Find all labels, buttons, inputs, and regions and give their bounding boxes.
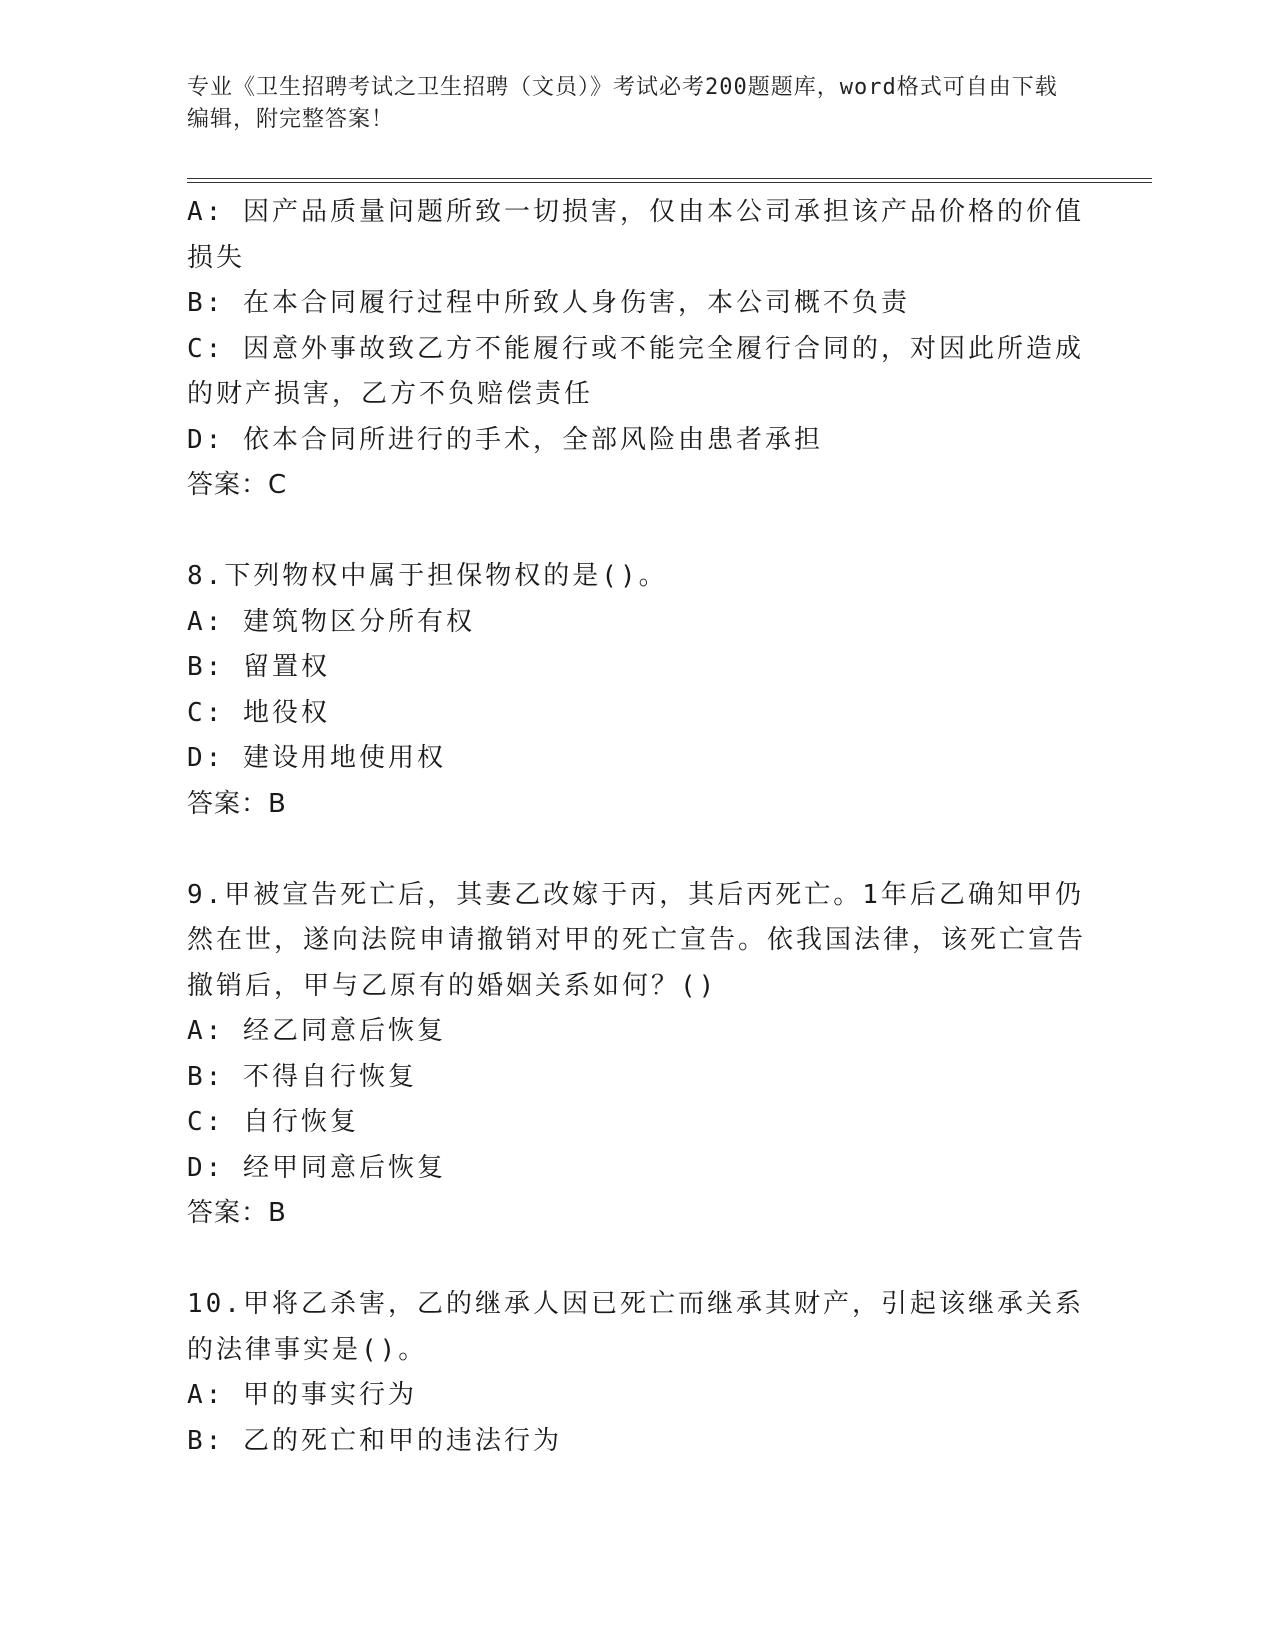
- option-d: D: 经甲同意后恢复: [187, 1152, 446, 1183]
- question-stem: 8.下列物权中属于担保物权的是()。: [187, 561, 668, 591]
- answer-line: 答案：B: [187, 1198, 287, 1228]
- header-divider: [187, 178, 1152, 183]
- option-d: D: 建设用地使用权: [187, 743, 446, 773]
- document-header: 专业《卫生招聘考试之卫生招聘（文员）》考试必考200题题库，word格式可自由下载编辑，附完整答案！: [187, 75, 1058, 132]
- question-stem: 10.甲将乙杀害，乙的继承人因已死亡而继承其财产，引起该继承关系的法律事实是()。: [187, 1289, 1084, 1365]
- question-9-block: [187, 873, 1087, 1237]
- option-a: A: 甲的事实行为: [187, 1380, 417, 1410]
- question-list: [187, 190, 1087, 1464]
- prev-question-block: [187, 190, 1087, 509]
- option-a: A: 建筑物区分所有权: [187, 606, 475, 637]
- option-c: C: 因意外事故致乙方不能履行或不能完全履行合同的，对因此所造成的财产损害，乙方不负赔偿责任: [187, 333, 1084, 409]
- option-b: B: 留置权: [187, 652, 330, 682]
- option-b: B: 不得自行恢复: [187, 1061, 417, 1092]
- answer-line: 答案：C: [187, 470, 288, 500]
- question-10-block: [187, 1282, 1087, 1464]
- question-stem: 9.甲被宣告死亡后，其妻乙改嫁于丙，其后丙死亡。1年后乙确知甲仍然在世，遂向法院申请撤销对甲的死亡宣告。依我国法律，该死亡宣告撤销后，甲与乙原有的婚姻关系如何？(): [187, 879, 1087, 1001]
- option-c: C: 地役权: [187, 697, 330, 728]
- option-a: A: 因产品质量问题所致一切损害，仅由本公司承担该产品价格的价值损失: [187, 197, 1084, 273]
- option-d: D: 依本合同所进行的手术，全部风险由患者承担: [187, 424, 823, 455]
- option-c: C: 自行恢复: [187, 1107, 359, 1137]
- option-b: B: 乙的死亡和甲的违法行为: [187, 1425, 562, 1456]
- answer-line: 答案：B: [187, 788, 287, 819]
- option-a: A: 经乙同意后恢复: [187, 1016, 446, 1046]
- option-b: B: 在本合同履行过程中所致人身伤害，本公司概不负责: [187, 288, 910, 318]
- question-8-block: [187, 554, 1087, 827]
